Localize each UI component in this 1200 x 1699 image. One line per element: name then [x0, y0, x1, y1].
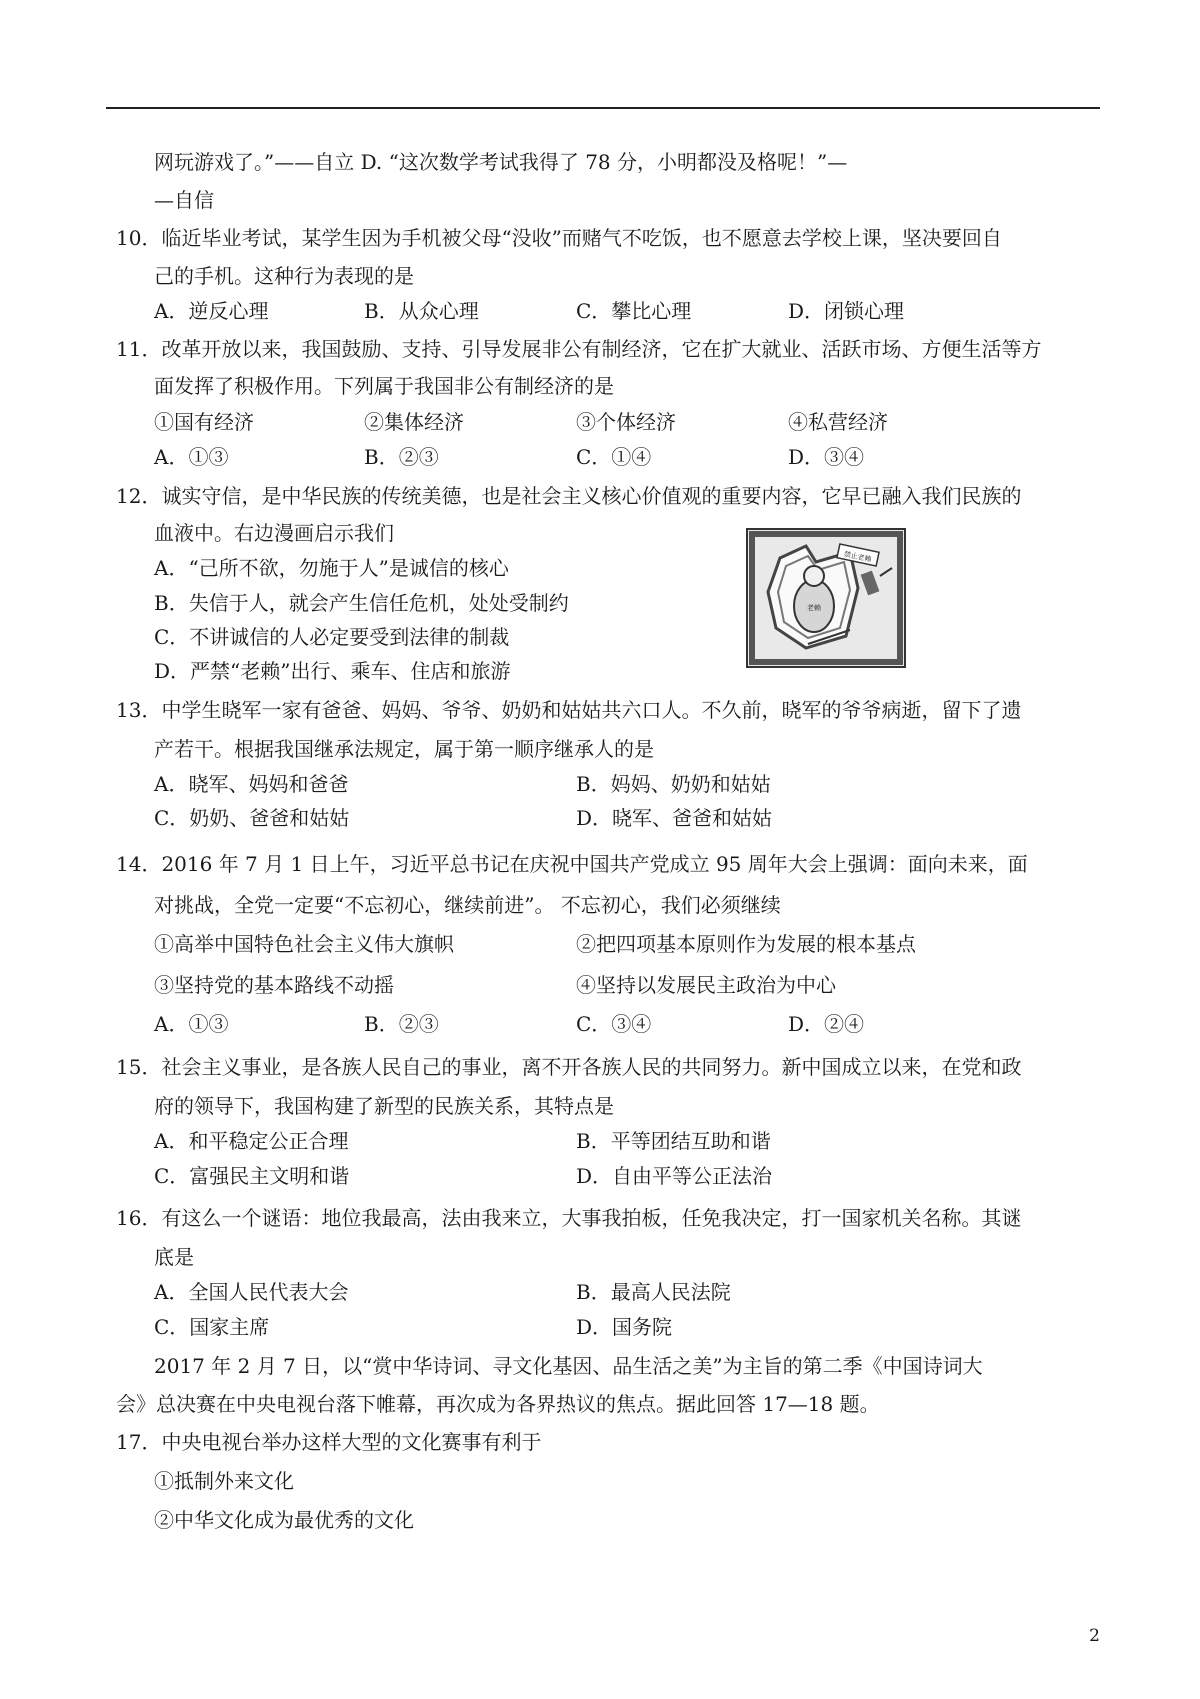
q16-option-d: D．国务院 — [576, 1315, 673, 1339]
q14-item-1: ①高举中国特色社会主义伟大旗帜 — [154, 932, 454, 956]
q14-option-b: B．②③ — [364, 1012, 439, 1036]
q14-option-c: C．③④ — [576, 1012, 652, 1036]
q16-option-b: B．最高人民法院 — [576, 1280, 731, 1304]
q11-item-4: ④私营经济 — [788, 410, 888, 434]
q15-stem-line1: 15．社会主义事业，是各族人民自己的事业，离不开各族人民的共同努力。新中国成立以来，在党和政 — [116, 1055, 1022, 1079]
q13-option-b: B．妈妈、奶奶和姑姑 — [576, 772, 771, 796]
q12-option-d: D．严禁“老赖”出行、乘车、住店和旅游 — [154, 659, 511, 683]
q15-option-b: B．平等团结互助和谐 — [576, 1129, 771, 1153]
q11-item-1: ①国有经济 — [154, 410, 254, 434]
q12-stem-line1: 12．诚实守信，是中华民族的传统美德，也是社会主义核心价值观的重要内容，它早已融入我们民族的 — [116, 484, 1022, 508]
q11-stem-line2: 面发挥了积极作用。下列属于我国非公有制经济的是 — [154, 374, 614, 398]
q15-stem-line2: 府的领导下，我国构建了新型的民族关系，其特点是 — [154, 1094, 614, 1118]
material-line2: 会》总决赛在中央电视台落下帷幕，再次成为各界热议的焦点。据此回答 17—18 题。 — [116, 1392, 880, 1416]
q10-option-d: D．闭锁心理 — [788, 299, 905, 323]
q9-tail-line2: —自信 — [154, 188, 214, 212]
q10-stem-line1: 10．临近毕业考试，某学生因为手机被父母“没收”而赌气不吃饭，也不愿意去学校上课，坚决要回自 — [116, 226, 1002, 250]
q10-option-a: A．逆反心理 — [154, 299, 269, 323]
q13-option-d: D．晓军、爸爸和姑姑 — [576, 806, 773, 830]
q14-option-a: A．①③ — [154, 1012, 229, 1036]
q12-stem-line2: 血液中。右边漫画启示我们 — [154, 521, 394, 545]
q12-option-a: A．“己所不欲，勿施于人”是诚信的核心 — [154, 556, 509, 580]
q10-option-b: B．从众心理 — [364, 299, 479, 323]
q11-item-2: ②集体经济 — [364, 410, 464, 434]
q15-option-d: D．自由平等公正法治 — [576, 1164, 773, 1188]
q11-option-c: C．①④ — [576, 445, 652, 469]
q14-item-3: ③坚持党的基本路线不动摇 — [154, 973, 394, 997]
cartoon-sign-text: 禁止老赖 — [843, 550, 873, 564]
cartoon-center-text: 老赖 — [807, 604, 821, 612]
q14-option-d: D．②④ — [788, 1012, 865, 1036]
q11-item-3: ③个体经济 — [576, 410, 676, 434]
q17-stem: 17．中央电视台举办这样大型的文化赛事有利于 — [116, 1430, 542, 1454]
q14-item-2: ②把四项基本原则作为发展的根本基点 — [576, 932, 916, 956]
q16-stem-line2: 底是 — [154, 1245, 194, 1269]
cartoon-image — [746, 528, 906, 668]
q10-stem-line2: 己的手机。这种行为表现的是 — [154, 264, 414, 288]
header-rule — [106, 107, 1100, 109]
q13-option-c: C．奶奶、爸爸和姑姑 — [154, 806, 350, 830]
q12-option-c: C．不讲诚信的人必定要受到法律的制裁 — [154, 625, 510, 649]
q13-stem-line2: 产若干。根据我国继承法规定，属于第一顺序继承人的是 — [154, 737, 654, 761]
q13-stem-line1: 13．中学生晓军一家有爸爸、妈妈、爷爷、奶奶和姑姑共六口人。不久前，晓军的爷爷病逝，留下了遗 — [116, 698, 1022, 722]
material-line1: 2017 年 2 月 7 日，以“赏中华诗词、寻文化基因、品生活之美”为主旨的第二季《中国诗词大 — [154, 1354, 983, 1378]
q14-stem-line1: 14．2016 年 7 月 1 日上午，习近平总书记在庆祝中国共产党成立 95 周年大会上强调：面向未来，面 — [116, 852, 1028, 876]
page-number: 2 — [1089, 1626, 1100, 1646]
q15-option-a: A．和平稳定公正合理 — [154, 1129, 349, 1153]
q13-option-a: A．晓军、妈妈和爸爸 — [154, 772, 349, 796]
q16-option-a: A．全国人民代表大会 — [154, 1280, 349, 1304]
q16-stem-line1: 16．有这么一个谜语：地位我最高，法由我来立，大事我拍板，任免我决定，打一国家机关名称。其谜 — [116, 1206, 1022, 1230]
q17-item-2: ②中华文化成为最优秀的文化 — [154, 1508, 414, 1532]
q11-option-d: D．③④ — [788, 445, 865, 469]
q11-option-b: B．②③ — [364, 445, 439, 469]
q15-option-c: C．富强民主文明和谐 — [154, 1164, 350, 1188]
q11-stem-line1: 11．改革开放以来，我国鼓励、支持、引导发展非公有制经济，它在扩大就业、活跃市场、方便生活等方 — [116, 337, 1042, 361]
q11-option-a: A．①③ — [154, 445, 229, 469]
q14-item-4: ④坚持以发展民主政治为中心 — [576, 973, 836, 997]
q17-item-1: ①抵制外来文化 — [154, 1469, 294, 1493]
q12-option-b: B．失信于人，就会产生信任危机，处处受制约 — [154, 591, 569, 615]
q9-tail-line1: 网玩游戏了。”——自立 D. “这次数学考试我得了 78 分，小明都没及格呢！”— — [154, 150, 848, 174]
cartoon-figure-head — [804, 566, 824, 586]
q14-stem-line2: 对挑战，全党一定要“不忘初心，继续前进”。 不忘初心，我们必须继续 — [154, 893, 781, 917]
q16-option-c: C．国家主席 — [154, 1315, 270, 1339]
q10-option-c: C．攀比心理 — [576, 299, 692, 323]
